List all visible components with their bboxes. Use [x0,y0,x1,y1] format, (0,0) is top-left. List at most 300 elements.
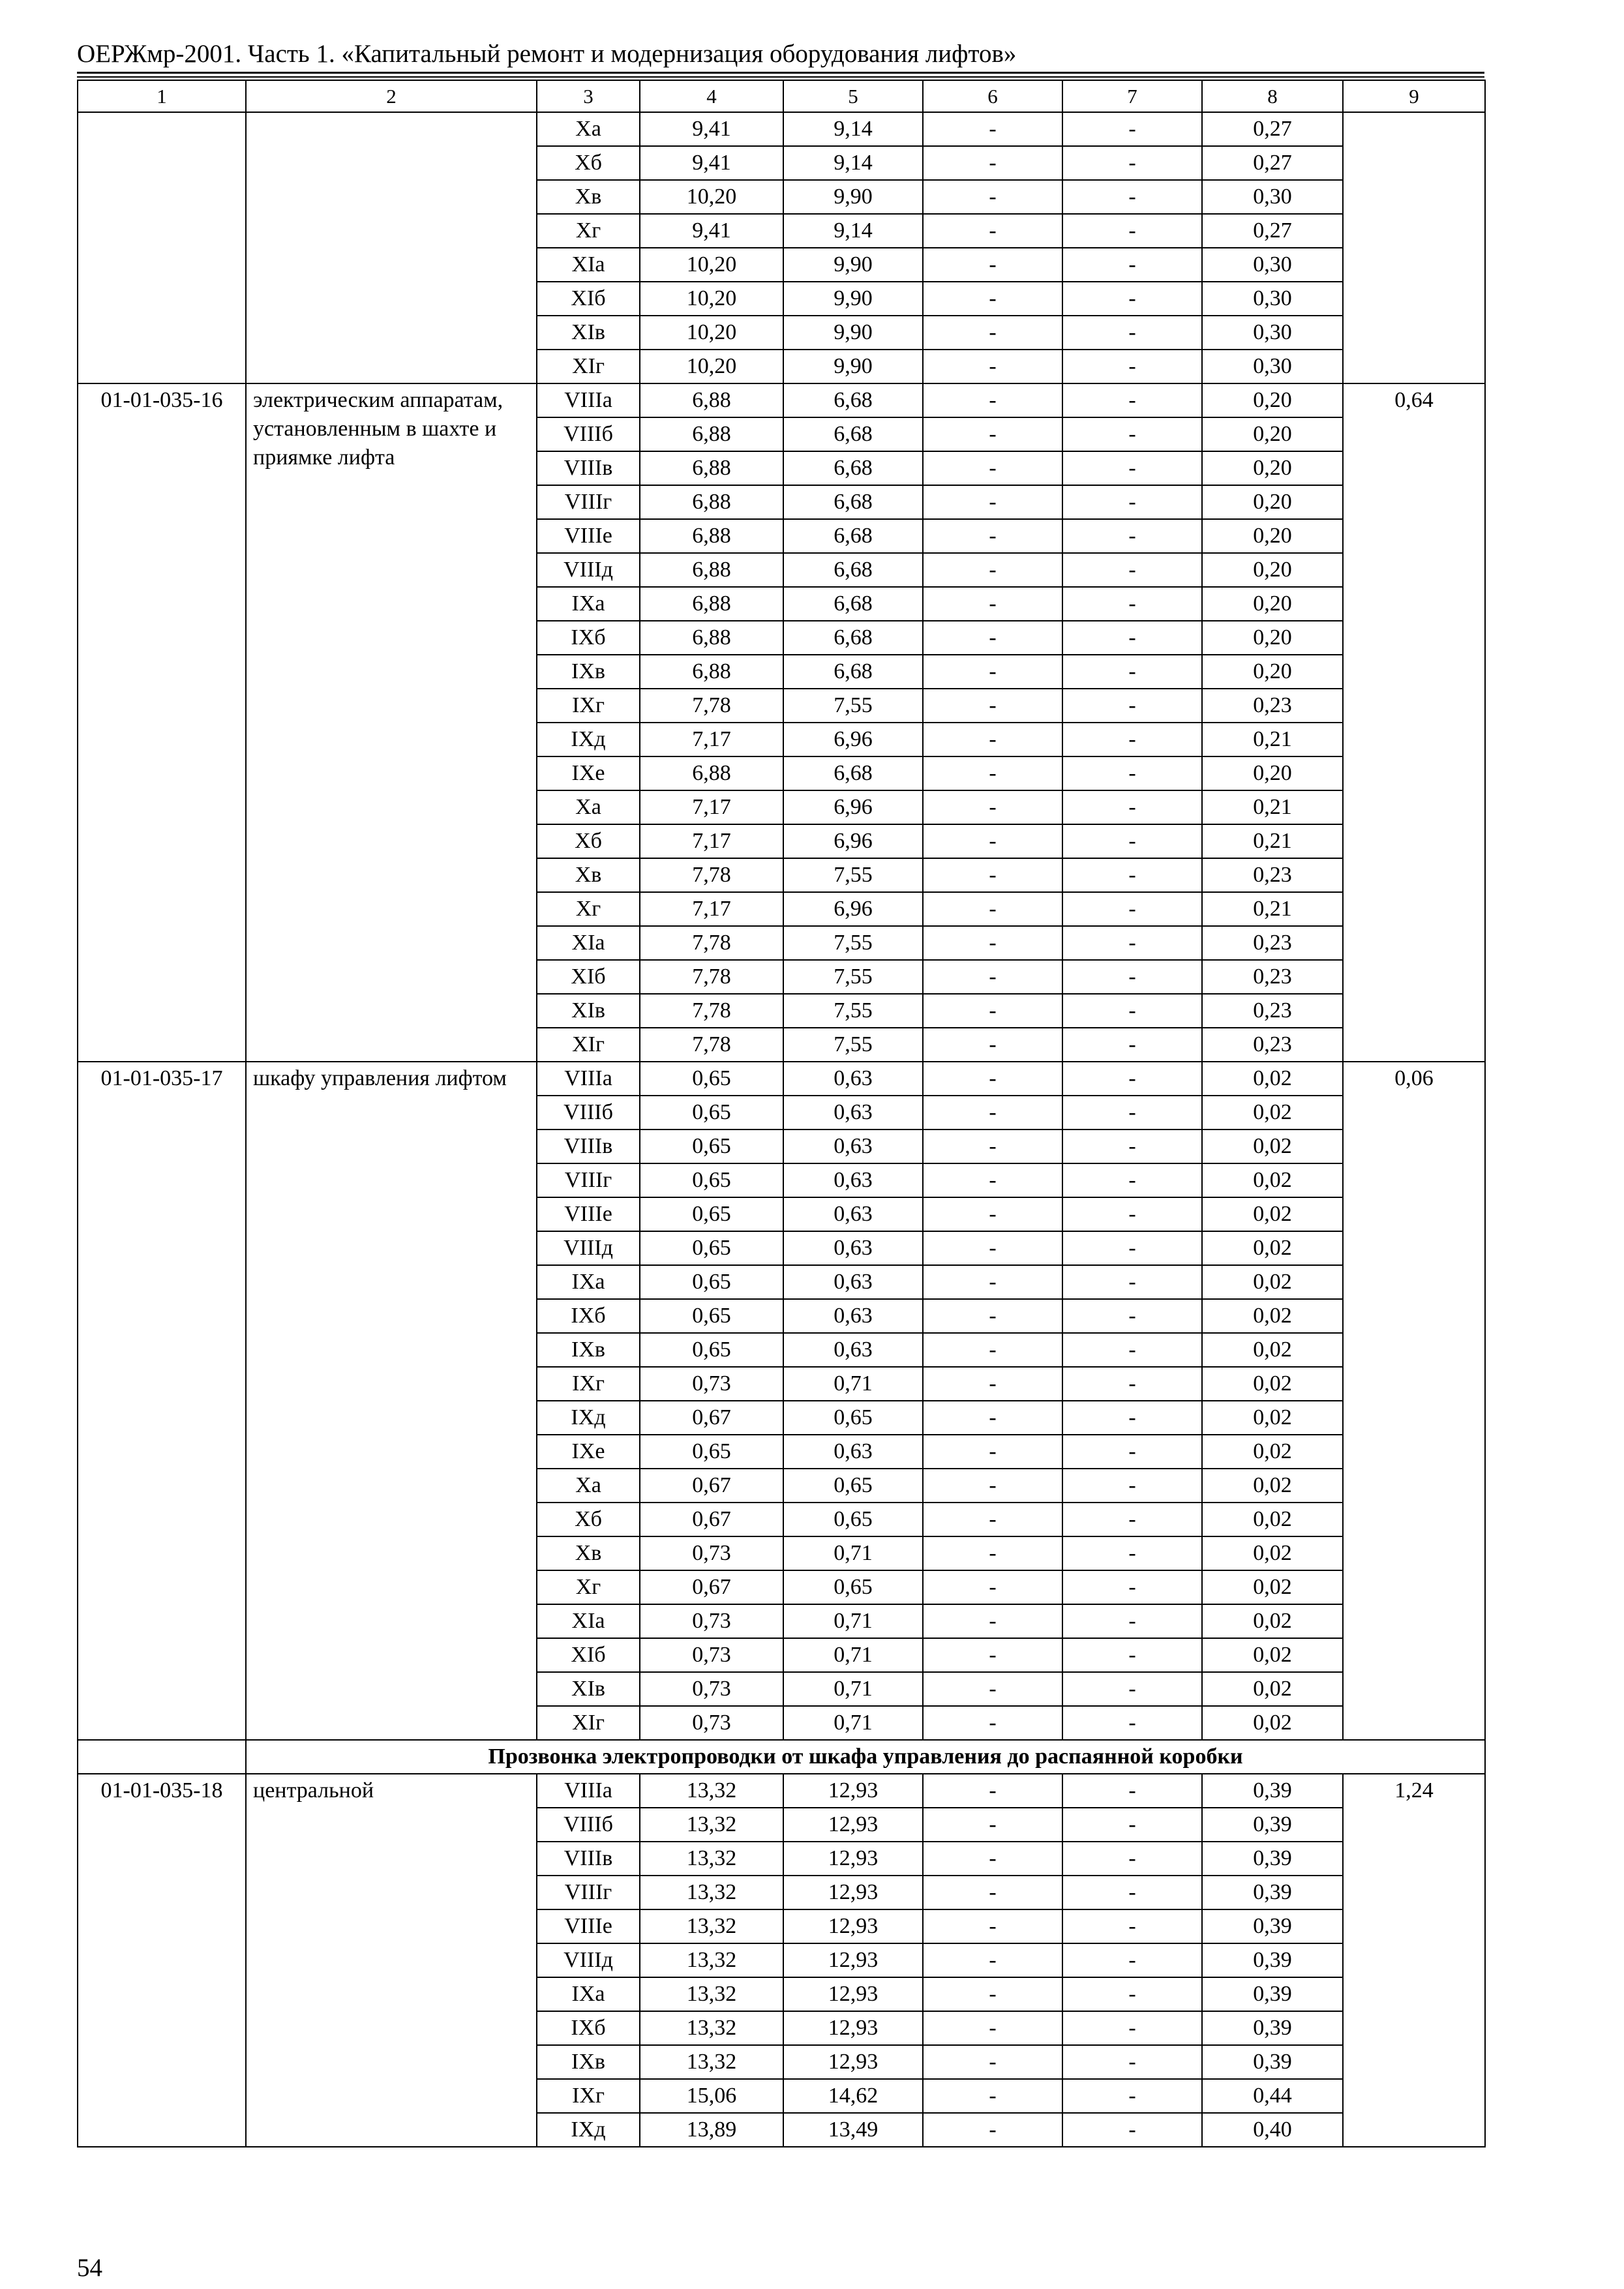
col6-value: - [923,1265,1062,1299]
col8-value: 0,20 [1202,756,1343,790]
col7-value: - [1062,655,1202,689]
col8-value: 0,02 [1202,1401,1343,1435]
col4-value: 7,17 [640,723,783,756]
col5-value: 12,93 [783,1943,923,1977]
col4-value: 7,78 [640,960,783,994]
col8-value: 0,21 [1202,723,1343,756]
col5-value: 12,93 [783,1876,923,1909]
col5-value: 9,90 [783,282,923,316]
col4-value: 10,20 [640,248,783,282]
column-header: 3 [537,80,640,112]
col6-value: - [923,1231,1062,1265]
col4-value: 6,88 [640,587,783,621]
col7-value: - [1062,1469,1202,1503]
col7-value: - [1062,621,1202,655]
col5-value: 9,14 [783,146,923,180]
rate-name [246,112,537,383]
col8-value: 0,20 [1202,655,1343,689]
col7-value: - [1062,282,1202,316]
col8-value: 0,02 [1202,1706,1343,1740]
col8-value: 0,39 [1202,1909,1343,1943]
col8-value: 0,02 [1202,1265,1343,1299]
col6-value: - [923,1909,1062,1943]
lift-category: VIIIг [537,1163,640,1197]
column-header: 9 [1343,80,1485,112]
col4-value: 7,78 [640,689,783,723]
col4-value: 0,67 [640,1469,783,1503]
col6-value: - [923,1299,1062,1333]
lift-category: IXг [537,2079,640,2113]
col4-value: 6,88 [640,621,783,655]
col6-value: - [923,1163,1062,1197]
col5-value: 9,90 [783,180,923,214]
col6-value: - [923,1842,1062,1876]
col5-value: 6,68 [783,756,923,790]
col7-value: - [1062,2011,1202,2045]
column-header: 2 [246,80,537,112]
col4-value: 13,32 [640,1977,783,2011]
table-row [78,112,1485,146]
col4-value: 6,88 [640,756,783,790]
col8-value: 0,23 [1202,994,1343,1028]
lift-category: VIIIв [537,451,640,485]
lift-category: VIIIв [537,1842,640,1876]
col8-value: 0,44 [1202,2079,1343,2113]
col5-value: 7,55 [783,960,923,994]
col4-value: 7,78 [640,926,783,960]
col5-value: 6,68 [783,587,923,621]
col5-value: 6,96 [783,790,923,824]
col6-value: - [923,1469,1062,1503]
col8-value: 0,02 [1202,1536,1343,1570]
col8-value: 0,39 [1202,1842,1343,1876]
col4-value: 6,88 [640,485,783,519]
col8-value: 0,02 [1202,1333,1343,1367]
col6-value: - [923,451,1062,485]
col5-value: 12,93 [783,1842,923,1876]
lift-category: Xа [537,112,640,146]
lift-category: VIIIб [537,1808,640,1842]
col5-value: 6,68 [783,655,923,689]
col8-value: 0,20 [1202,417,1343,451]
lift-category: XIв [537,316,640,350]
col5-value: 0,65 [783,1503,923,1536]
rate-name: электрическим аппаратам, установленным в шахте и приямке лифта [246,383,537,1062]
rates-table [77,80,1486,2147]
col4-value: 7,17 [640,824,783,858]
col6-value: - [923,994,1062,1028]
col4-value: 0,65 [640,1130,783,1163]
col6-value: - [923,316,1062,350]
col8-value: 0,23 [1202,858,1343,892]
col7-value: - [1062,1943,1202,1977]
col5-value: 9,90 [783,350,923,383]
col4-value: 0,65 [640,1333,783,1367]
section-row [78,1740,1485,1774]
col4-value: 10,20 [640,180,783,214]
column-header: 7 [1062,80,1202,112]
column-header: 4 [640,80,783,112]
col5-value: 6,96 [783,824,923,858]
col9-value: 0,06 [1343,1062,1485,1740]
col5-value: 12,93 [783,1909,923,1943]
col6-value: - [923,1435,1062,1469]
col4-value: 0,65 [640,1299,783,1333]
col8-value: 0,27 [1202,146,1343,180]
col5-value: 7,55 [783,926,923,960]
col5-value: 0,71 [783,1536,923,1570]
col4-value: 13,32 [640,2011,783,2045]
lift-category: IXе [537,756,640,790]
col5-value: 0,71 [783,1706,923,1740]
col5-value: 14,62 [783,2079,923,2113]
col7-value: - [1062,1774,1202,1808]
col4-value: 10,20 [640,350,783,383]
lift-category: IXв [537,655,640,689]
rate-code: 01-01-035-18 [78,1774,246,2147]
col8-value: 0,39 [1202,2011,1343,2045]
col6-value: - [923,1062,1062,1096]
col6-value: - [923,1333,1062,1367]
col7-value: - [1062,1638,1202,1672]
col7-value: - [1062,1876,1202,1909]
col7-value: - [1062,689,1202,723]
col6-value: - [923,892,1062,926]
col5-value: 6,68 [783,485,923,519]
col5-value: 0,65 [783,1401,923,1435]
col7-value: - [1062,485,1202,519]
col5-value: 12,93 [783,2011,923,2045]
col5-value: 0,71 [783,1672,923,1706]
col4-value: 7,17 [640,892,783,926]
col7-value: - [1062,248,1202,282]
col7-value: - [1062,519,1202,553]
lift-category: VIIIе [537,1909,640,1943]
col5-value: 0,63 [783,1435,923,1469]
col7-value: - [1062,350,1202,383]
col6-value: - [923,1638,1062,1672]
lift-category: IXг [537,689,640,723]
col6-value: - [923,350,1062,383]
col5-value: 6,68 [783,621,923,655]
col4-value: 0,65 [640,1096,783,1130]
column-header: 6 [923,80,1062,112]
col7-value: - [1062,790,1202,824]
col8-value: 0,02 [1202,1197,1343,1231]
col5-value: 6,96 [783,723,923,756]
col6-value: - [923,587,1062,621]
col7-value: - [1062,1367,1202,1401]
col5-value: 0,63 [783,1096,923,1130]
section-spacer-cell [78,1740,246,1774]
lift-category: Xв [537,180,640,214]
col4-value: 0,73 [640,1672,783,1706]
col5-value: 0,63 [783,1265,923,1299]
col7-value: - [1062,1163,1202,1197]
col5-value: 0,71 [783,1367,923,1401]
col7-value: - [1062,2079,1202,2113]
col4-value: 0,73 [640,1706,783,1740]
col6-value: - [923,417,1062,451]
lift-category: Xг [537,214,640,248]
page-header-title: ОЕРЖмр-2001. Часть 1. «Капитальный ремонт и модернизация оборудования лифтов» [77,40,1017,68]
lift-category: VIIIд [537,1943,640,1977]
lift-category: IXд [537,1401,640,1435]
col7-value: - [1062,316,1202,350]
col5-value: 0,63 [783,1333,923,1367]
col5-value: 9,90 [783,248,923,282]
col8-value: 0,02 [1202,1163,1343,1197]
col7-value: - [1062,960,1202,994]
col6-value: - [923,960,1062,994]
col6-value: - [923,1774,1062,1808]
col6-value: - [923,1096,1062,1130]
col5-value: 0,71 [783,1638,923,1672]
col5-value: 6,68 [783,553,923,587]
lift-category: XIг [537,1706,640,1740]
col8-value: 0,20 [1202,485,1343,519]
lift-category: VIIIа [537,1062,640,1096]
col4-value: 6,88 [640,383,783,417]
col5-value: 0,63 [783,1231,923,1265]
col5-value: 9,14 [783,214,923,248]
col8-value: 0,20 [1202,519,1343,553]
col6-value: - [923,926,1062,960]
col6-value: - [923,248,1062,282]
col5-value: 6,68 [783,451,923,485]
col5-value: 6,68 [783,383,923,417]
col6-value: - [923,1130,1062,1163]
col8-value: 0,39 [1202,2045,1343,2079]
col4-value: 0,65 [640,1231,783,1265]
col8-value: 0,02 [1202,1130,1343,1163]
col4-value: 0,65 [640,1435,783,1469]
lift-category: IXе [537,1435,640,1469]
col8-value: 0,39 [1202,1977,1343,2011]
lift-category: VIIIе [537,519,640,553]
col7-value: - [1062,180,1202,214]
col5-value: 0,63 [783,1130,923,1163]
col8-value: 0,30 [1202,248,1343,282]
col8-value: 0,30 [1202,282,1343,316]
col7-value: - [1062,587,1202,621]
col4-value: 13,32 [640,1842,783,1876]
col6-value: - [923,723,1062,756]
col4-value: 6,88 [640,451,783,485]
col8-value: 0,02 [1202,1062,1343,1096]
col6-value: - [923,383,1062,417]
col7-value: - [1062,1096,1202,1130]
col7-value: - [1062,1536,1202,1570]
col4-value: 13,32 [640,1808,783,1842]
col8-value: 0,20 [1202,621,1343,655]
col6-value: - [923,1943,1062,1977]
col4-value: 7,78 [640,1028,783,1062]
lift-category: IXб [537,1299,640,1333]
col8-value: 0,02 [1202,1469,1343,1503]
col8-value: 0,02 [1202,1231,1343,1265]
col7-value: - [1062,824,1202,858]
col7-value: - [1062,1672,1202,1706]
header-rule-double [77,76,1484,78]
lift-category: VIIIб [537,417,640,451]
lift-category: Xг [537,1570,640,1604]
col7-value: - [1062,1706,1202,1740]
lift-category: XIв [537,1672,640,1706]
table-row [78,1774,1485,1808]
col7-value: - [1062,926,1202,960]
col8-value: 0,02 [1202,1672,1343,1706]
lift-category: Xв [537,858,640,892]
col6-value: - [923,1604,1062,1638]
col6-value: - [923,180,1062,214]
col6-value: - [923,1808,1062,1842]
col4-value: 6,88 [640,553,783,587]
col7-value: - [1062,1808,1202,1842]
lift-category: IXб [537,621,640,655]
lift-category: XIб [537,960,640,994]
rate-name: шкафу управления лифтом [246,1062,537,1740]
col6-value: - [923,1367,1062,1401]
col6-value: - [923,146,1062,180]
lift-category: IXд [537,723,640,756]
lift-category: VIIIг [537,485,640,519]
lift-category: IXб [537,2011,640,2045]
col4-value: 6,88 [640,655,783,689]
col4-value: 0,65 [640,1163,783,1197]
col6-value: - [923,1401,1062,1435]
col6-value: - [923,1876,1062,1909]
col4-value: 0,73 [640,1536,783,1570]
col7-value: - [1062,214,1202,248]
col7-value: - [1062,112,1202,146]
col6-value: - [923,824,1062,858]
col6-value: - [923,756,1062,790]
col8-value: 0,02 [1202,1299,1343,1333]
lift-category: Xб [537,824,640,858]
col7-value: - [1062,1401,1202,1435]
col6-value: - [923,1977,1062,2011]
col7-value: - [1062,1197,1202,1231]
col8-value: 0,02 [1202,1638,1343,1672]
col4-value: 0,67 [640,1401,783,1435]
col4-value: 0,73 [640,1638,783,1672]
col4-value: 7,17 [640,790,783,824]
col8-value: 0,20 [1202,553,1343,587]
col6-value: - [923,655,1062,689]
lift-category: Xа [537,1469,640,1503]
col7-value: - [1062,1977,1202,2011]
lift-category: IXг [537,1367,640,1401]
lift-category: IXд [537,2113,640,2147]
col6-value: - [923,2113,1062,2147]
lift-category: XIа [537,1604,640,1638]
col8-value: 0,02 [1202,1367,1343,1401]
col5-value: 12,93 [783,1774,923,1808]
table-row [78,1062,1485,1096]
col4-value: 13,32 [640,1774,783,1808]
lift-category: XIг [537,1028,640,1062]
col8-value: 0,21 [1202,790,1343,824]
lift-category: XIг [537,350,640,383]
lift-category: IXа [537,1265,640,1299]
lift-category: VIIIд [537,553,640,587]
col4-value: 6,88 [640,519,783,553]
col8-value: 0,30 [1202,350,1343,383]
col5-value: 0,63 [783,1299,923,1333]
col7-value: - [1062,146,1202,180]
col6-value: - [923,621,1062,655]
col8-value: 0,27 [1202,112,1343,146]
lift-category: XIа [537,926,640,960]
col6-value: - [923,1570,1062,1604]
col4-value: 0,65 [640,1265,783,1299]
col8-value: 0,23 [1202,1028,1343,1062]
col7-value: - [1062,1265,1202,1299]
col6-value: - [923,858,1062,892]
lift-category: VIIIа [537,383,640,417]
col5-value: 7,55 [783,994,923,1028]
col7-value: - [1062,553,1202,587]
col6-value: - [923,1672,1062,1706]
col4-value: 0,65 [640,1197,783,1231]
table-row [78,383,1485,417]
col7-value: - [1062,1909,1202,1943]
col6-value: - [923,1028,1062,1062]
col8-value: 0,02 [1202,1604,1343,1638]
col6-value: - [923,2011,1062,2045]
lift-category: Xв [537,1536,640,1570]
col7-value: - [1062,1299,1202,1333]
col4-value: 10,20 [640,316,783,350]
lift-category: IXв [537,1333,640,1367]
col4-value: 13,89 [640,2113,783,2147]
col7-value: - [1062,892,1202,926]
col6-value: - [923,2079,1062,2113]
col6-value: - [923,214,1062,248]
col7-value: - [1062,1333,1202,1367]
col8-value: 0,23 [1202,960,1343,994]
col8-value: 0,02 [1202,1435,1343,1469]
col7-value: - [1062,2113,1202,2147]
col6-value: - [923,519,1062,553]
col7-value: - [1062,2045,1202,2079]
col7-value: - [1062,1570,1202,1604]
col8-value: 0,20 [1202,451,1343,485]
col4-value: 7,78 [640,994,783,1028]
col4-value: 0,65 [640,1062,783,1096]
lift-category: Xг [537,892,640,926]
column-header: 8 [1202,80,1343,112]
col6-value: - [923,2045,1062,2079]
lift-category: Xб [537,1503,640,1536]
col5-value: 6,96 [783,892,923,926]
table-header [78,80,1485,112]
col8-value: 0,20 [1202,587,1343,621]
col6-value: - [923,282,1062,316]
col7-value: - [1062,1130,1202,1163]
col5-value: 9,90 [783,316,923,350]
lift-category: XIб [537,282,640,316]
col4-value: 0,67 [640,1570,783,1604]
lift-category: VIIIа [537,1774,640,1808]
col6-value: - [923,689,1062,723]
lift-category: VIIIд [537,1231,640,1265]
lift-category: VIIIб [537,1096,640,1130]
col8-value: 0,23 [1202,689,1343,723]
col7-value: - [1062,1062,1202,1096]
col5-value: 0,65 [783,1469,923,1503]
